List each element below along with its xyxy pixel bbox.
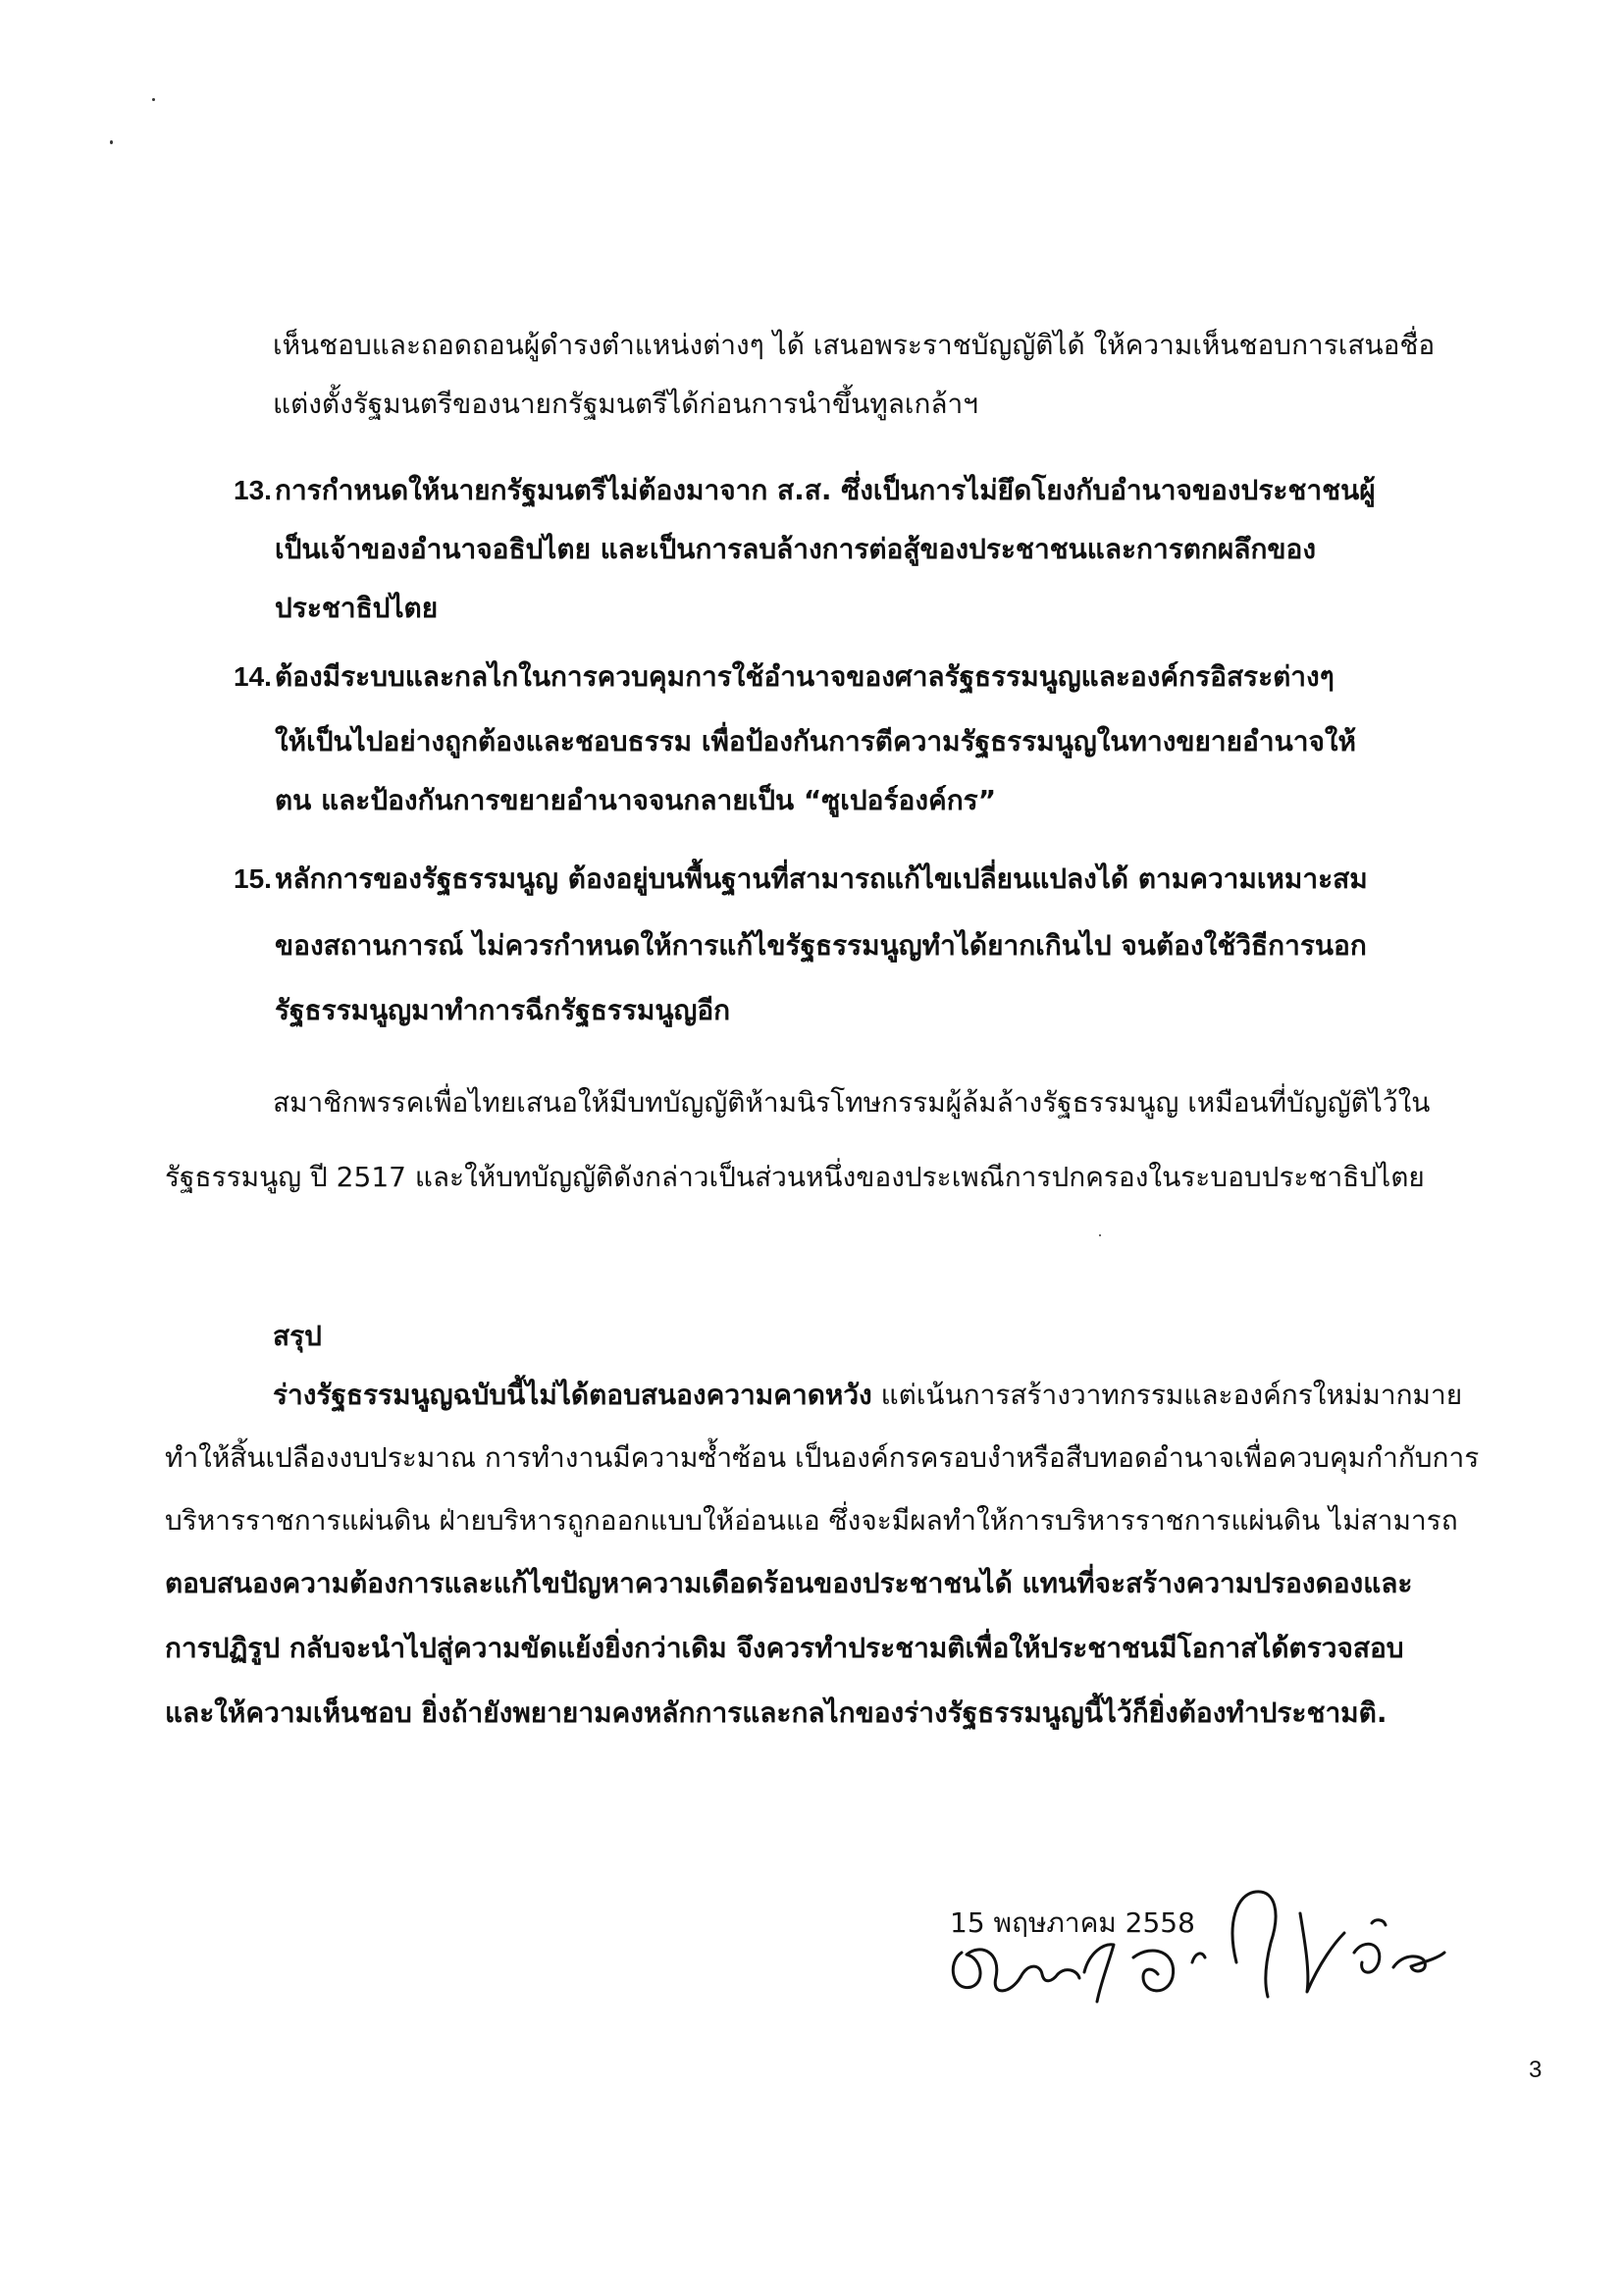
- document-date: 15 พฤษภาคม 2558: [950, 1906, 1195, 1939]
- intro-line: เห็นชอบและถอดถอนผู้ดำรงตำแหน่งต่างๆ ได้ เสนอพระราชบัญญัติได้ ให้ความเห็นชอบการเสนอชื่อ: [273, 329, 1436, 361]
- scan-speck: [1099, 1234, 1101, 1236]
- signature-image: [942, 1884, 1452, 2021]
- item-number: 14.: [234, 661, 272, 692]
- summary-bold-text: ร่างรัฐธรรมนูญฉบับนี้ไม่ได้ตอบสนองความคาดหวัง: [273, 1379, 872, 1411]
- item-line: ให้เป็นไปอย่างถูกต้องและชอบธรรม เพื่อป้องกันการตีความรัฐธรรมนูญในทางขยายอำนาจให้: [275, 725, 1356, 757]
- item-line: ตน และป้องกันการขยายอำนาจจนกลายเป็น “ซูเปอร์องค์กร”: [275, 784, 997, 816]
- page-number: 3: [1529, 2057, 1543, 2083]
- item-line: รัฐธรรมนูญมาทำการฉีกรัฐธรรมนูญอีก: [275, 994, 731, 1026]
- summary-rest-text: แต่เน้นการสร้างวาทกรรมและองค์กรใหม่มากมาย: [871, 1379, 1463, 1411]
- summary-line: และให้ความเห็นชอบ ยิ่งถ้ายังพยายามคงหลักการและกลไกของร่างรัฐธรรมนูญนี้ไว้ก็ยิ่งต้องทำประชามติ.: [165, 1696, 1387, 1729]
- summary-heading: สรุป: [273, 1320, 322, 1352]
- item-line: การกำหนดให้นายกรัฐมนตรีไม่ต้องมาจาก ส.ส. ซึ่งเป็นการไม่ยึดโยงกับอำนาจของประชาชนผู้: [275, 474, 1376, 506]
- scan-speck: [110, 140, 113, 144]
- item-line: ต้องมีระบบและกลไกในการควบคุมการใช้อำนาจของศาลรัฐธรรมนูญและองค์กรอิสระต่างๆ: [275, 660, 1335, 693]
- item-line: เป็นเจ้าของอำนาจอธิปไตย และเป็นการลบล้างการต่อสู้ของประชาชนและการตกผลึกของ: [275, 533, 1317, 565]
- item-number: 15.: [234, 863, 272, 894]
- summary-line: ตอบสนองความต้องการและแก้ไขปัญหาความเดือดร้อนของประชาชนได้ แทนที่จะสร้างความปรองดองและ: [165, 1567, 1413, 1599]
- item-line: ของสถานการณ์ ไม่ควรกำหนดให้การแก้ไขรัฐธรรมนูญทำได้ยากเกินไป จนต้องใช้วิธีการนอก: [275, 929, 1367, 962]
- summary-line: บริหารราชการแผ่นดิน ฝ่ายบริหารถูกออกแบบให้อ่อนแอ ซึ่งจะมีผลทำให้การบริหารราชการแผ่นดิน ไม่สามารถ: [165, 1504, 1458, 1537]
- scan-speck: [152, 98, 155, 101]
- item-line: หลักการของรัฐธรรมนูญ ต้องอยู่บนพื้นฐานที่สามารถแก้ไขเปลี่ยนแปลงได้ ตามความเหมาะสม: [275, 862, 1368, 895]
- summary-line: การปฏิรูป กลับจะนำไปสู่ความขัดแย้งยิ่งกว่าเดิม จึงควรทำประชามติเพื่อให้ประชาชนมีโอกาสได้ตรวจสอบ: [165, 1632, 1404, 1664]
- party-paragraph-line: รัฐธรรมนูญ ปี 2517 และให้บทบัญญัติดังกล่าวเป็นส่วนหนึ่งของประเพณีการปกครองในระบอบประชาธิปไตย: [165, 1161, 1425, 1193]
- summary-line: [273, 1376, 1462, 1415]
- intro-line: แต่งตั้งรัฐมนตรีของนายกรัฐมนตรีได้ก่อนการนำขึ้นทูลเกล้าฯ: [273, 388, 979, 420]
- item-line: ประชาธิปไตย: [275, 592, 439, 624]
- summary-line: ทำให้สิ้นเปลืองงบประมาณ การทำงานมีความซ้ำซ้อน เป็นองค์กรครอบงำหรือสืบทอดอำนาจเพื่อควบคุมกำกับการ: [165, 1441, 1480, 1474]
- item-number: 13.: [234, 475, 272, 505]
- party-paragraph-line: สมาชิกพรรคเพื่อไทยเสนอให้มีบทบัญญัติห้ามนิรโทษกรรมผู้ล้มล้างรัฐธรรมนูญ เหมือนที่บัญญัติไว้ใน: [273, 1086, 1431, 1119]
